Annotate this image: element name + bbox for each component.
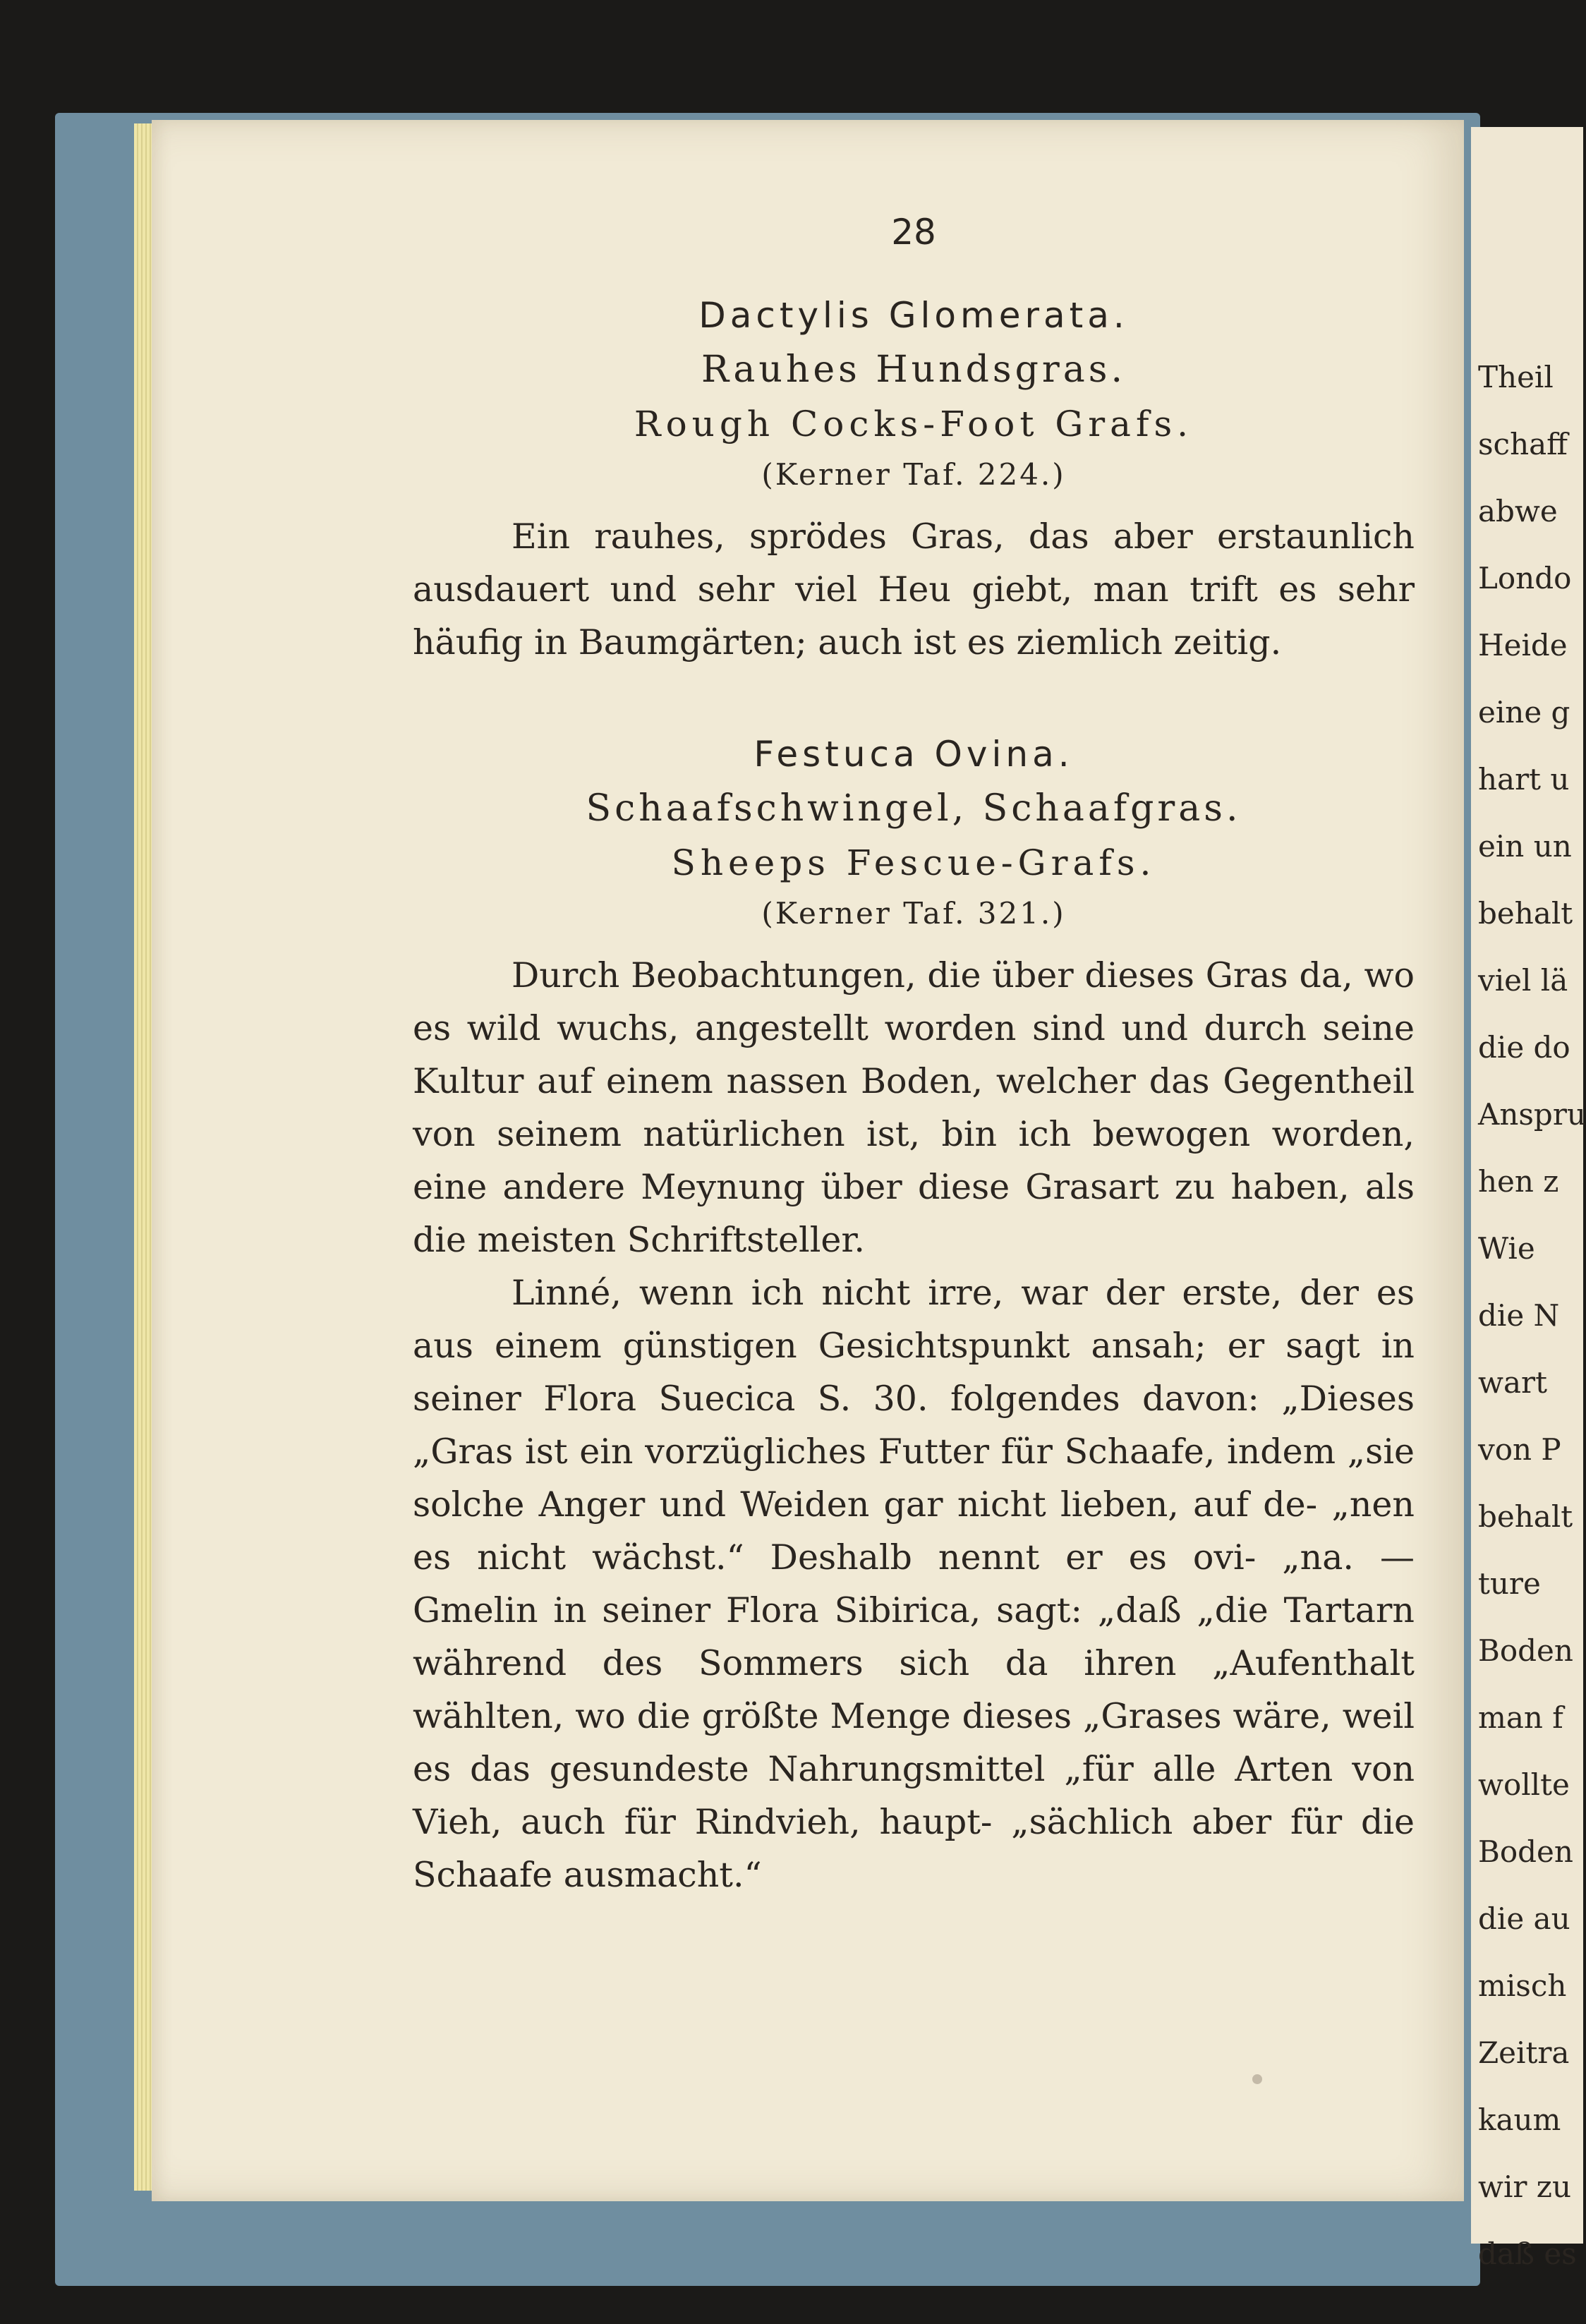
facing-page-fragment: die au xyxy=(1478,1901,1570,1936)
facing-page-fragment: Boden xyxy=(1478,1633,1573,1668)
facing-page-fragment: Heide xyxy=(1478,628,1568,662)
facing-page-fragment: hen z xyxy=(1478,1164,1559,1199)
entry-english-name: Rough Cocks-Foot Grafs. xyxy=(634,404,1194,444)
facing-page-fragment: kaum xyxy=(1478,2102,1561,2137)
facing-page-fragment: von P xyxy=(1478,1432,1561,1467)
facing-page-fragment: ein un xyxy=(1478,829,1572,864)
facing-page-fragment: die do xyxy=(1478,1030,1570,1065)
entry-latin-name: Festuca Ovina. xyxy=(753,734,1074,775)
facing-page-fragment: wir zu xyxy=(1478,2169,1571,2204)
entry-latin-name: Dactylis Glomerata. xyxy=(698,295,1129,336)
facing-page-fragment: abwe xyxy=(1478,494,1558,528)
entry-paragraph: Linné, wenn ich nicht irre, war der erste, der es aus einem günstigen Gesichtspunkt ansah; er sagt in seiner Flora Suecica S. 30. folgendes davon: „Dieses „Gras ist ein vorzügliches Futter für Schaafe, indem „sie solche Anger und Weiden gar nicht lieben, auf de- „nen es nicht wächst.“ Deshalb nennt er es ovi- „na. — Gmelin in seiner Flora Sibirica, sagt: „daß „die Tartarn während des Sommers sich da ihren „Aufenthalt wählten, wo die größte Menge dieses „Grases wäre, weil es das gesundeste Nahrungsmittel „für alle Arten von Vieh, auch für Rindvieh, haupt- „sächlich aber für die Schaafe ausmacht.“ xyxy=(413,1273,1415,1895)
entry-paragraph: Ein rauhes, sprödes Gras, das aber erstaunlich ausdauert und sehr viel Heu giebt, man trift es sehr häufig in Baumgärten; auch ist es ziemlich zeitig. xyxy=(413,516,1415,662)
facing-page-fragment: ture xyxy=(1478,1566,1541,1601)
page-stain xyxy=(1252,2074,1262,2084)
facing-page-fragment: wart xyxy=(1478,1365,1547,1400)
facing-page-fragment: wollte xyxy=(1478,1767,1570,1802)
facing-page-fragment: Boden xyxy=(1478,1834,1573,1869)
facing-page-fragment: Londo xyxy=(1478,561,1572,595)
facing-page xyxy=(1471,127,1586,2271)
entry-german-name: Schaafschwingel, Schaafgras. xyxy=(586,787,1242,830)
facing-page-fragment: behalt xyxy=(1478,1499,1573,1534)
facing-page-fragment: misch xyxy=(1478,1968,1567,2003)
facing-page-fragment: Wie xyxy=(1478,1231,1535,1266)
facing-page-fragment: behalt xyxy=(1478,896,1573,931)
entry-dactylis xyxy=(413,295,1415,669)
facing-page-fragment: daß es xyxy=(1478,2237,1577,2271)
facing-page-fragment: Zeitra xyxy=(1478,2035,1570,2070)
entry-festuca xyxy=(413,734,1415,1901)
facing-page-fragment: Anspru xyxy=(1478,1097,1586,1132)
entry-reference: (Kerner Taf. 224.) xyxy=(761,457,1066,492)
facing-page-fragment: hart u xyxy=(1478,762,1570,797)
page-content xyxy=(413,212,1415,1901)
facing-page-fragment: man f xyxy=(1478,1700,1563,1735)
facing-page-fragment: eine g xyxy=(1478,695,1570,730)
facing-page-fragment: schaff xyxy=(1478,427,1568,461)
facing-page-fragment: die N xyxy=(1478,1298,1560,1333)
facing-page-fragment: viel lä xyxy=(1478,963,1568,998)
entry-english-name: Sheeps Fescue-Grafs. xyxy=(671,842,1156,883)
entry-reference: (Kerner Taf. 321.) xyxy=(761,896,1066,931)
entry-paragraph: Durch Beobachtungen, die über dieses Gras da, wo es wild wuchs, angestellt worden sind und durch seine Kultur auf einem nassen Boden, welcher das Gegentheil von seinem natürlichen ist, bin ich bewogen worden, eine andere Meynung über diese Grasart zu haben, als die meisten Schriftsteller. xyxy=(413,955,1415,1260)
facing-page-fragment: Theil xyxy=(1478,360,1554,394)
entry-german-name: Rauhes Hundsgras. xyxy=(701,349,1126,391)
page-number: 28 xyxy=(891,212,936,253)
